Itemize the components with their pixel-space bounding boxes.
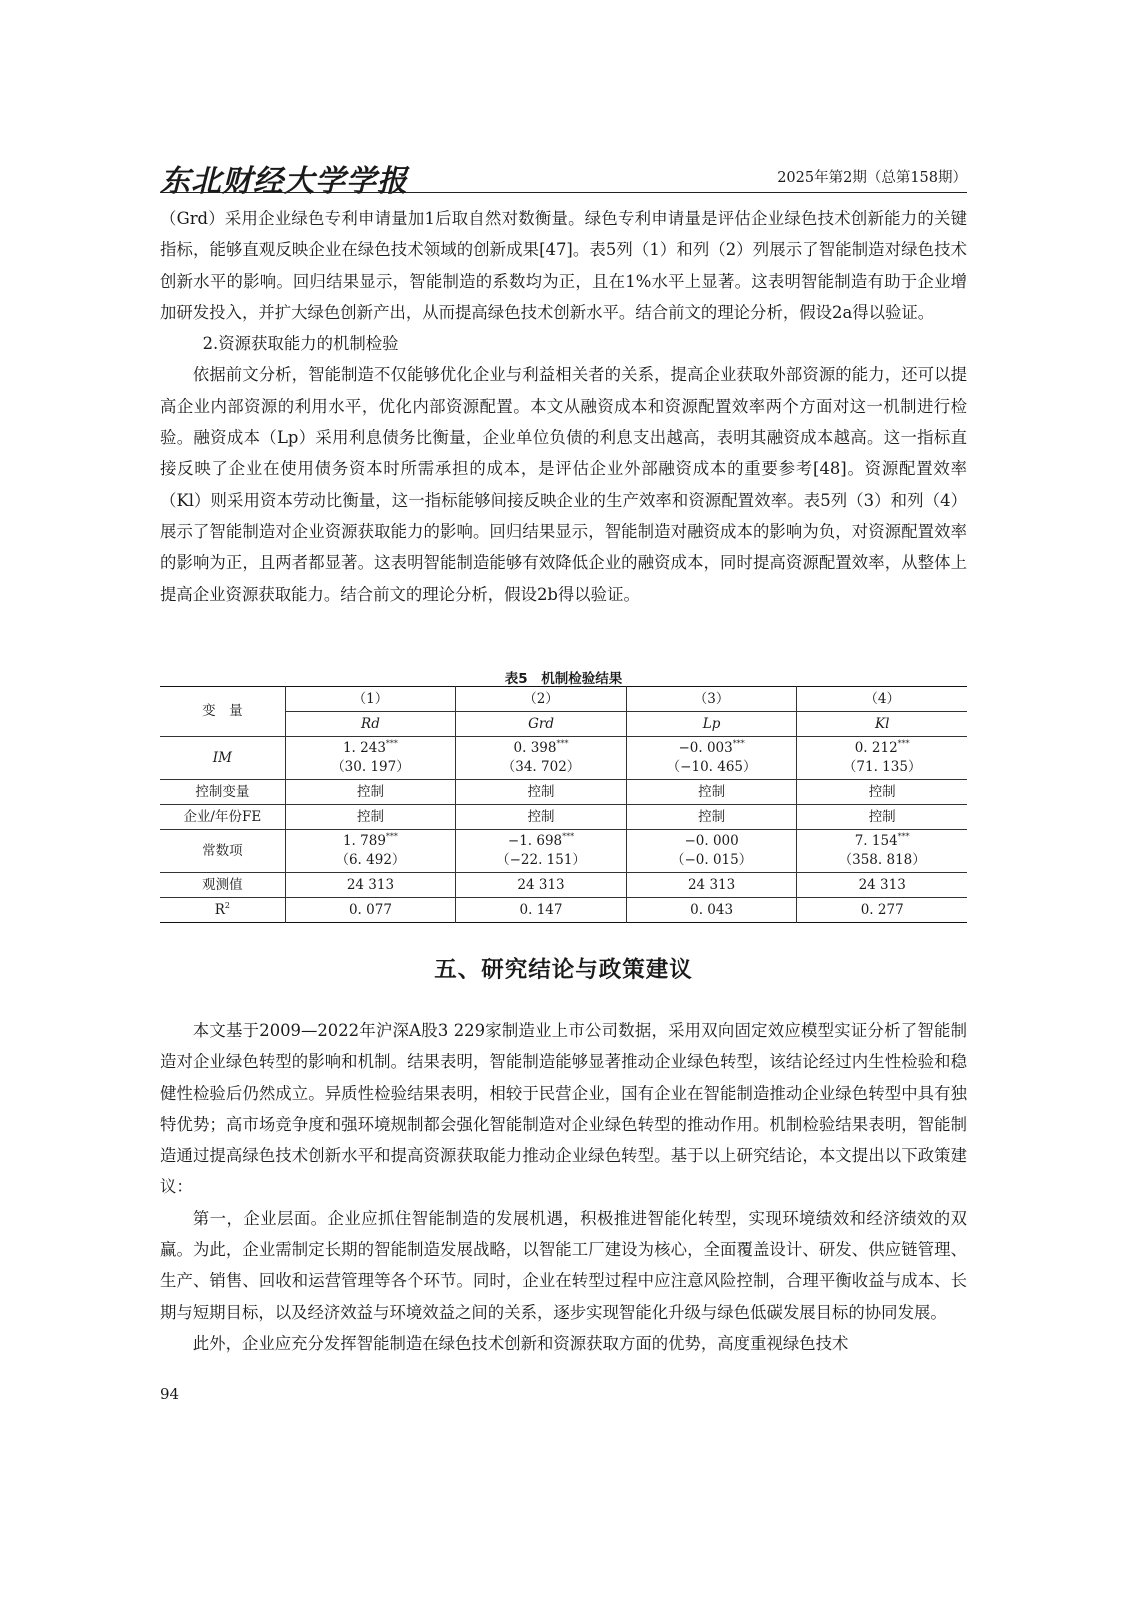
cell: 控制 [797,805,967,830]
issue-info: 2025年第2期（总第158期） [777,170,967,186]
row-label: 常数项 [160,830,285,873]
row-obs [160,873,967,898]
cell: 0. 277 [797,898,967,923]
cell: 24 313 [626,873,797,898]
section-title: 五、研究结论与政策建议 [434,957,693,983]
cell: 0. 212*** （71. 135） [797,737,967,780]
cell: 0. 398*** （34. 702） [456,737,627,780]
cell: 0. 147 [456,898,627,923]
cell: 24 313 [456,873,627,898]
col-dep-2: Grd [456,712,627,737]
results-table [160,686,967,923]
col-num-2: （2） [456,687,627,712]
cell: 1. 243*** （30. 197） [285,737,456,780]
row-label: $R^2$ [160,898,285,923]
row-controls [160,780,967,805]
row-label: 控制变量 [160,780,285,805]
table-caption: 表5 机制检验结果 [504,671,623,687]
cell: 7. 154*** （358. 818） [797,830,967,873]
cell: 控制 [285,805,456,830]
page-number: 94 [160,1385,180,1403]
cell: 24 313 [285,873,456,898]
paragraph-advantage: 此外，企业应充分发挥智能制造在绿色技术创新和资源获取方面的优势，高度重视绿色技术 [192,1333,849,1353]
col-dep-3: Lp [626,712,797,737]
var-header: 变 量 [160,687,285,737]
col-num-1: （1） [285,687,456,712]
row-label: IM [160,737,285,780]
row-fe [160,805,967,830]
col-dep-4: Kl [797,712,967,737]
paragraph-conclusion: 本文基于2009—2022年沪深A股3 229家制造业上市公司数据，采用双向固定效应模型实证分析了智能制造对企业绿色转型的影响和机制。结果表明，智能制造能够显著推动企业绿色转型，该结论经过内生性检验和稳健性检验后仍然成立。异质性检验结果表明，相较于民营企业，国有企业在智能制造推动企业绿色转型中具有独特优势；高市场竞争度和强环境规制都会强化智能制造对企业绿色转型的推动作用。机制检验结果表明，智能制造通过提高绿色技术创新水平和提高资源获取能力推动企业绿色转型。基于以上研究结论，本文提出以下政策建议： [160,1021,967,1197]
row-im [160,737,967,780]
cell: −1. 698*** （−22. 151） [456,830,627,873]
top-text [160,203,967,610]
paragraph-enterprise: 第一，企业层面。企业应抓住智能制造的发展机遇，积极推进智能化转型，实现环境绩效和经济绩效的双赢。为此，企业需制定长期的智能制造发展战略，以智能工厂建设为核心，全面覆盖设计、研发、供应链管理、生产、销售、回收和运营管理等各个环节。同时，企业在转型过程中应注意风险控制，合理平衡收益与成本、长期与短期目标，以及经济效益与环境效益之间的关系，逐步实现智能化升级与绿色低碳发展目标的协同发展。 [160,1208,967,1322]
conclusion-text [160,1015,967,1359]
cell: 控制 [797,780,967,805]
row-label: 企业/年份FE [160,805,285,830]
journal-title: 东北财经大学学报 [160,164,408,199]
cell: 控制 [285,780,456,805]
row-const [160,830,967,873]
cell: 控制 [626,780,797,805]
col-dep-1: Rd [285,712,456,737]
col-num-4: （4） [797,687,967,712]
subheading-resource: 2.资源获取能力的机制检验 [202,334,399,354]
cell: 1. 789*** （6. 492） [285,830,456,873]
cell: 0. 043 [626,898,797,923]
cell: −0. 000 （−0. 015） [626,830,797,873]
cell: 0. 077 [285,898,456,923]
cell: 控制 [456,780,627,805]
cell: 24 313 [797,873,967,898]
col-num-3: （3） [626,687,797,712]
cell: 控制 [626,805,797,830]
cell: −0. 003*** （−10. 465） [626,737,797,780]
paragraph-resource: 依据前文分析，智能制造不仅能够优化企业与利益相关者的关系，提高企业获取外部资源的能力，还可以提高企业内部资源的利用水平，优化内部资源配置。本文从融资成本和资源配置效率两个方面对这一机制进行检验。融资成本（Lp）采用利息债务比衡量，企业单位负债的利息支出越高，表明其融资成本越高。这一指标直接反映了企业在使用债务资本时所需承担的成本，是评估企业外部融资成本的重要参考[48]。资源配置效率（Kl）则采用资本劳动比衡量，这一指标能够间接反映企业的生产效率和资源配置效率。表5列（3）和列（4）展示了智能制造对企业资源获取能力的影响。回归结果显示，智能制造对融资成本的影响为负，对资源配置效率的影响为正，且两者都显著。这表明智能制造能够有效降低企业的融资成本，同时提高资源配置效率，从整体上提高企业资源获取能力。结合前文的理论分析，假设2b得以验证。 [160,365,967,604]
header-rule [160,192,967,193]
cell: 控制 [456,805,627,830]
row-r2 [160,898,967,923]
row-label: 观测值 [160,873,285,898]
paragraph-grd: （Grd）采用企业绿色专利申请量加1后取自然对数衡量。绿色专利申请量是评估企业绿色技术创新能力的关键指标，能够直观反映企业在绿色技术领域的创新成果[47]。表5列（1）和列（2）列展示了智能制造对绿色技术创新水平的影响。回归结果显示，智能制造的系数均为正，且在1%水平上显著。这表明智能制造有助于企业增加研发投入，并扩大绿色创新产出，从而提高绿色技术创新水平。结合前文的理论分析，假设2a得以验证。 [160,209,967,322]
